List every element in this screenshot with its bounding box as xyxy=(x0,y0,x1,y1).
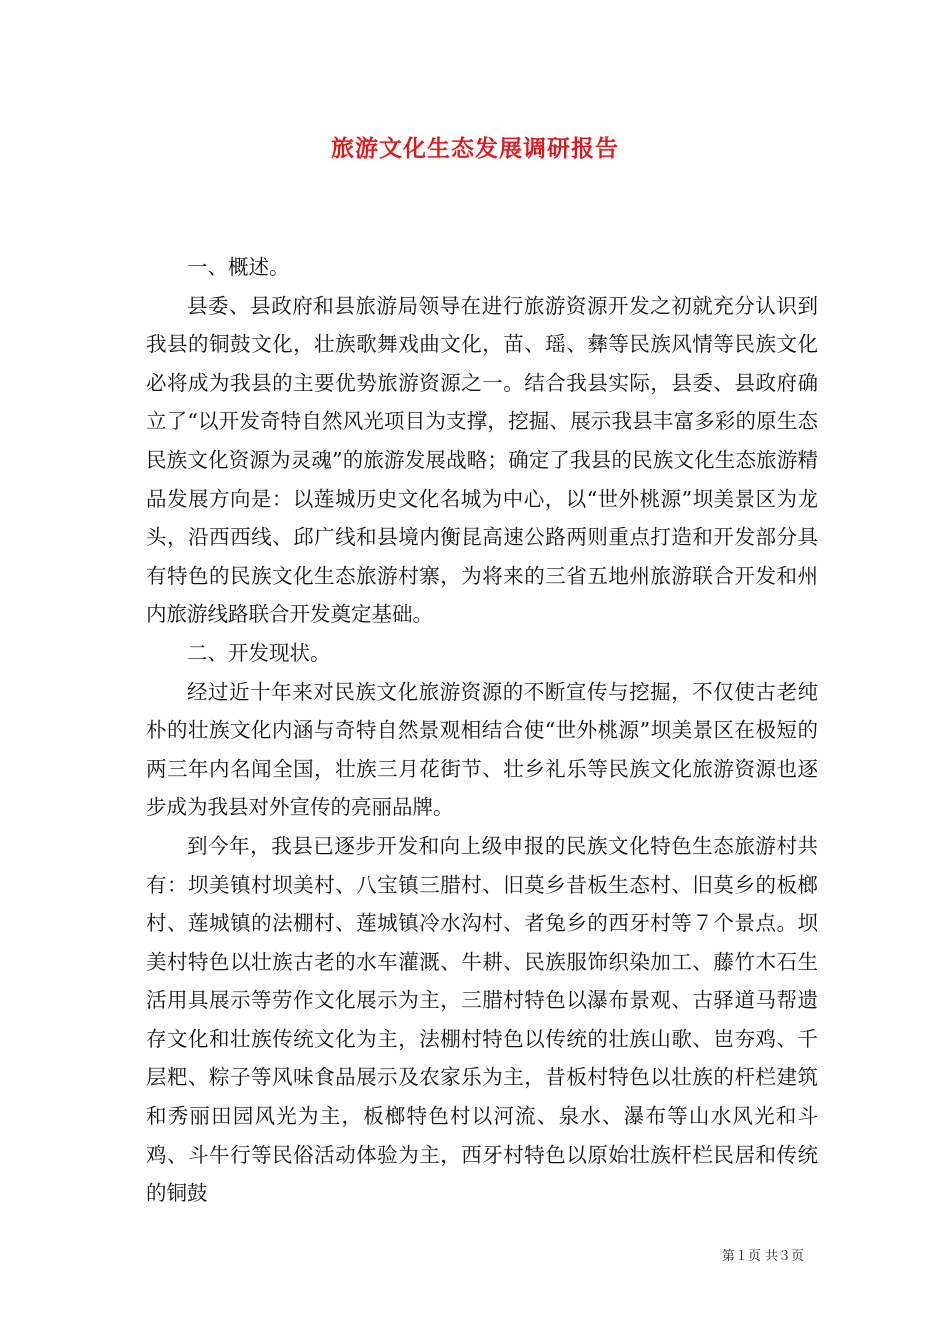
section-heading-overview: 一、概述。 xyxy=(187,255,290,279)
paragraph-status-1: 经过近十年来对民族文化旅游资源的不断宣传与挖掘，不仅使古老纯朴的壮族文化内涵与奇特自然景观相结合使“世外桃源”坝美景区在极短的两三年内名闻全国，壮族三月花街节、壮乡礼乐等民族文化旅游资源也逐步成为我县对外宣传的亮丽品牌。 xyxy=(146,679,818,820)
section-heading-status: 二、开发现状。 xyxy=(187,640,331,665)
document-body xyxy=(146,248,818,1213)
paragraph-overview: 县委、县政府和县旅游局领导在进行旅游资源开发之初就充分认识到我县的铜鼓文化，壮族歌舞戏曲文化，苗、瑶、彝等民族风情等民族文化必将成为我县的主要优势旅游资源之一。结合我县实际，县委、县政府确立了“以开发奇特自然风光项目为支撑，挖掘、展示我县丰富多彩的原生态民族文化资源为灵魂”的旅游发展战略；确定了我县的民族文化生态旅游精品发展方向是：以莲城历史文化名城为中心，以“世外桃源”坝美景区为龙头，沿西西线、邱广线和县境内衡昆高速公路两则重点打造和开发部分具有特色的民族文化生态旅游村寨，为将来的三省五地州旅游联合开发和州内旅游线路联合开发奠定基础。 xyxy=(146,293,818,627)
page-number: 第１页 共３页 xyxy=(721,1249,804,1264)
paragraph-status-2: 到今年，我县已逐步开发和向上级申报的民族文化特色生态旅游村共有：坝美镇村坝美村、八宝镇三腊村、旧莫乡昔板生态村、旧莫乡的板榔村、莲城镇的法棚村、莲城镇冷水沟村、者兔乡的西牙村等７个景点。坝美村特色以壮族古老的水车灌溉、牛耕、民族服饰织染加工、藤竹木石生活用具展示等劳作文化展示为主，三腊村特色以瀑布景观、古驿道马帮遗存文化和壮族传统文化为主，法棚村特色以传统的壮族山歌、岜夯鸡、千层粑、粽子等风味食品展示及农家乐为主，昔板村特色以壮族的杆栏建筑和秀丽田园风光为主，板榔特色村以河流、泉水、瀑布等山水风光和斗鸡、斗牛行等民俗活动体验为主，西牙村特色以原始壮族杆栏民居和传统的铜鼓 xyxy=(146,833,818,1206)
document-title: 旅游文化生态发展调研报告 xyxy=(331,135,619,162)
